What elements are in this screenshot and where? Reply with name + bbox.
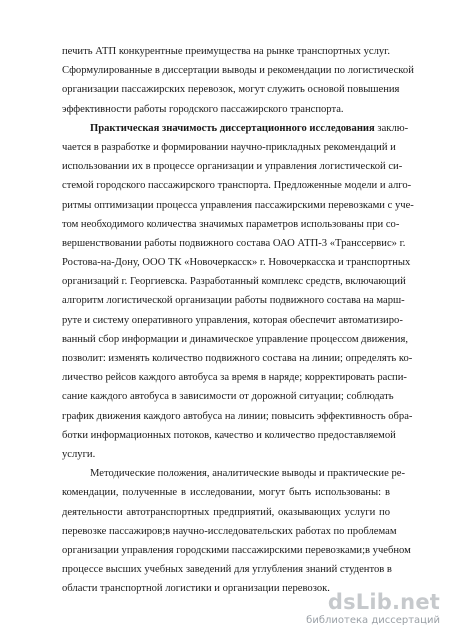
text-line: Ростова-на-Дону, ООО ТК «Новочеркасск» г. Новочеркасска и транспортных xyxy=(62,257,411,269)
text-line: процессе высших учебных заведений для углубления знаний студентов в xyxy=(62,564,392,576)
watermark-subtitle: библиотека диссертаций xyxy=(306,615,440,626)
text-line: вершенствовании работы подвижного состава ОАО АТП-3 «Транссервис» г. xyxy=(62,237,406,249)
text-line: ванный сбор информации и динамическое управление процессом движения, xyxy=(62,333,408,345)
text-line: организации управления городскими пассажирскими перевозками;в учебном xyxy=(62,544,411,556)
paragraph-3 xyxy=(62,464,411,598)
text-line: услуги. xyxy=(62,448,96,460)
text-line: комендации, полученные в исследовании, могут быть использованы: в xyxy=(62,487,390,499)
text-line: график движения каждого автобуса на линии; повысить эффективность обра- xyxy=(62,410,413,422)
paragraph-2-first-line xyxy=(62,119,409,138)
text-line: руте и систему оперативного управления, которая обеспечит автоматизиро- xyxy=(62,314,403,326)
text-line: эффективности работы городского пассажирского транспорта. xyxy=(62,103,344,115)
paragraph-2 xyxy=(62,119,414,464)
text-line: печить АТП конкурентные преимущества на рынке транспортных услуг. xyxy=(62,46,390,57)
document-body xyxy=(62,42,414,598)
text-line: Сформулированные в диссертации выводы и рекомендации по логистической xyxy=(62,65,414,77)
text-line: ботки информационных потоков, качество и количество предоставляемой xyxy=(62,429,396,441)
text-line: алгоритм логистической организации работы подвижного состава на марш- xyxy=(62,295,405,307)
text-line: позволит: изменять количество подвижного состава на линии; определять ко- xyxy=(62,353,413,364)
text-line: чается в разработке и формировании научно-прикладных рекомендаций и xyxy=(62,141,396,153)
dslib-watermark xyxy=(306,590,446,634)
text-line: личество рейсов каждого автобуса за время в наряде; корректировать распи- xyxy=(62,372,407,384)
watermark-logo: dsLib.net xyxy=(327,590,440,614)
text-line: перевозке пассажиров;в научно-исследовательских работах по проблемам xyxy=(62,525,397,537)
text-line: организаций г. Георгиевска. Разработанный комплекс средств, включающий xyxy=(62,276,406,288)
paragraph-2-heading-tail: заклю- xyxy=(377,122,409,134)
text-line: деятельности автотранспортных предприятий, оказывающих услуги по xyxy=(62,506,390,518)
text-line: стемой городского пассажирского транспорта. Предложенные модели и алго- xyxy=(62,180,412,192)
paragraph-1 xyxy=(62,42,414,119)
text-line: ритмы оптимизации процесса управления пассажирскими перевозками с уче- xyxy=(62,199,414,211)
text-line: Методические положения, аналитические выводы и практические ре- xyxy=(90,468,405,480)
text-line: сание каждого автобуса в зависимости от дорожной ситуации; соблюдать xyxy=(62,391,394,403)
text-line: организации пассажирских перевозок, могут служить основой повышения xyxy=(62,84,400,96)
text-line: области транспортной логистики и организации перевозок. xyxy=(62,583,330,595)
text-line: том необходимого количества значимых параметров использованы при со- xyxy=(62,218,400,230)
practical-significance-heading: Практическая значимость диссертационного исследования xyxy=(90,122,375,134)
text-line: использовании их в процессе организации и управления логистической си- xyxy=(62,161,403,173)
